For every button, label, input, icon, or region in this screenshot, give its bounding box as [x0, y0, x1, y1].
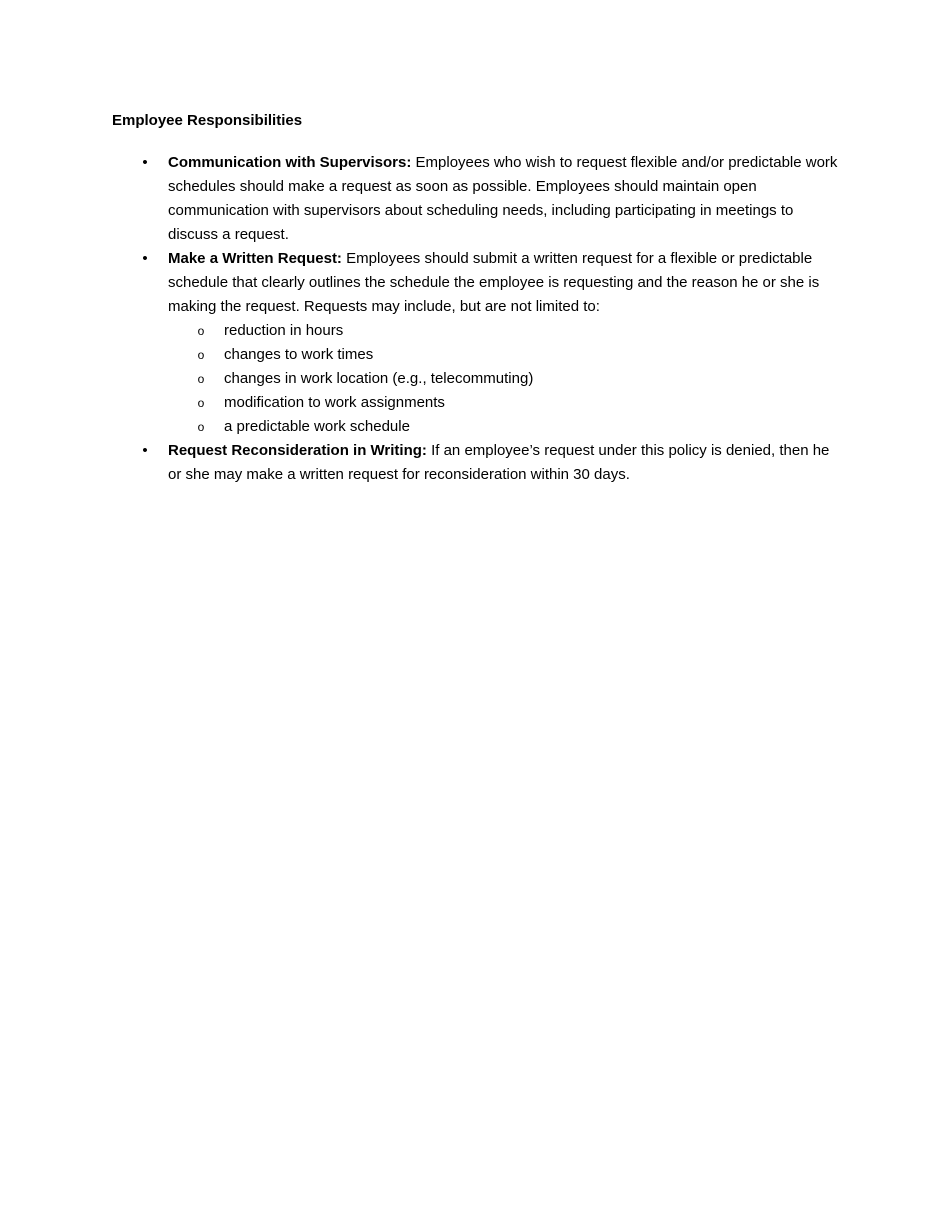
section-heading: Employee Responsibilities — [112, 112, 303, 129]
hollow-bullet-icon: o — [197, 372, 205, 386]
item-text: Employees should submit a written request for a flexible or predictable schedule that clearly outlines the schedule the employee is requesting and the reason he or she is making the request. Requests may include, but are not limited to: — [168, 250, 820, 315]
hollow-bullet-icon: o — [197, 396, 205, 410]
sub-list-item — [168, 343, 842, 367]
item-text: If an employee’s request under this policy is denied, then he or she may make a written request for reconsideration within 30 days. — [168, 442, 830, 483]
list-item-communication — [112, 151, 842, 247]
sub-list-item — [168, 367, 842, 391]
hollow-bullet-icon: o — [197, 348, 205, 362]
hollow-bullet-icon: o — [197, 420, 205, 434]
sub-list-item — [168, 391, 842, 415]
request-types-list — [168, 319, 842, 439]
sub-item-text: reduction in hours — [224, 322, 344, 339]
list-item-reconsideration — [112, 439, 842, 487]
sub-item-text: modification to work assignments — [224, 394, 445, 411]
sub-item-text: changes in work location (e.g., telecommuting) — [224, 370, 534, 387]
item-lead: Make a Written Request: — [168, 250, 342, 267]
sub-list-item — [168, 319, 842, 343]
bullet-icon: • — [142, 154, 148, 171]
sub-list-item — [168, 415, 842, 439]
bullet-icon: • — [142, 442, 148, 459]
item-lead: Request Reconsideration in Writing: — [168, 442, 427, 459]
list-item-written-request — [112, 247, 842, 439]
sub-item-text: changes to work times — [224, 346, 374, 363]
responsibilities-list — [112, 151, 842, 487]
item-text: Employees who wish to request flexible and/or predictable work schedules should make a request as soon as possible. Employees should maintain open communication with supervisors about scheduling needs, including participating in meetings to discuss a request. — [168, 154, 838, 243]
item-lead: Communication with Supervisors: — [168, 154, 412, 171]
bullet-icon: • — [142, 250, 148, 267]
hollow-bullet-icon: o — [197, 324, 205, 338]
sub-item-text: a predictable work schedule — [224, 418, 410, 435]
